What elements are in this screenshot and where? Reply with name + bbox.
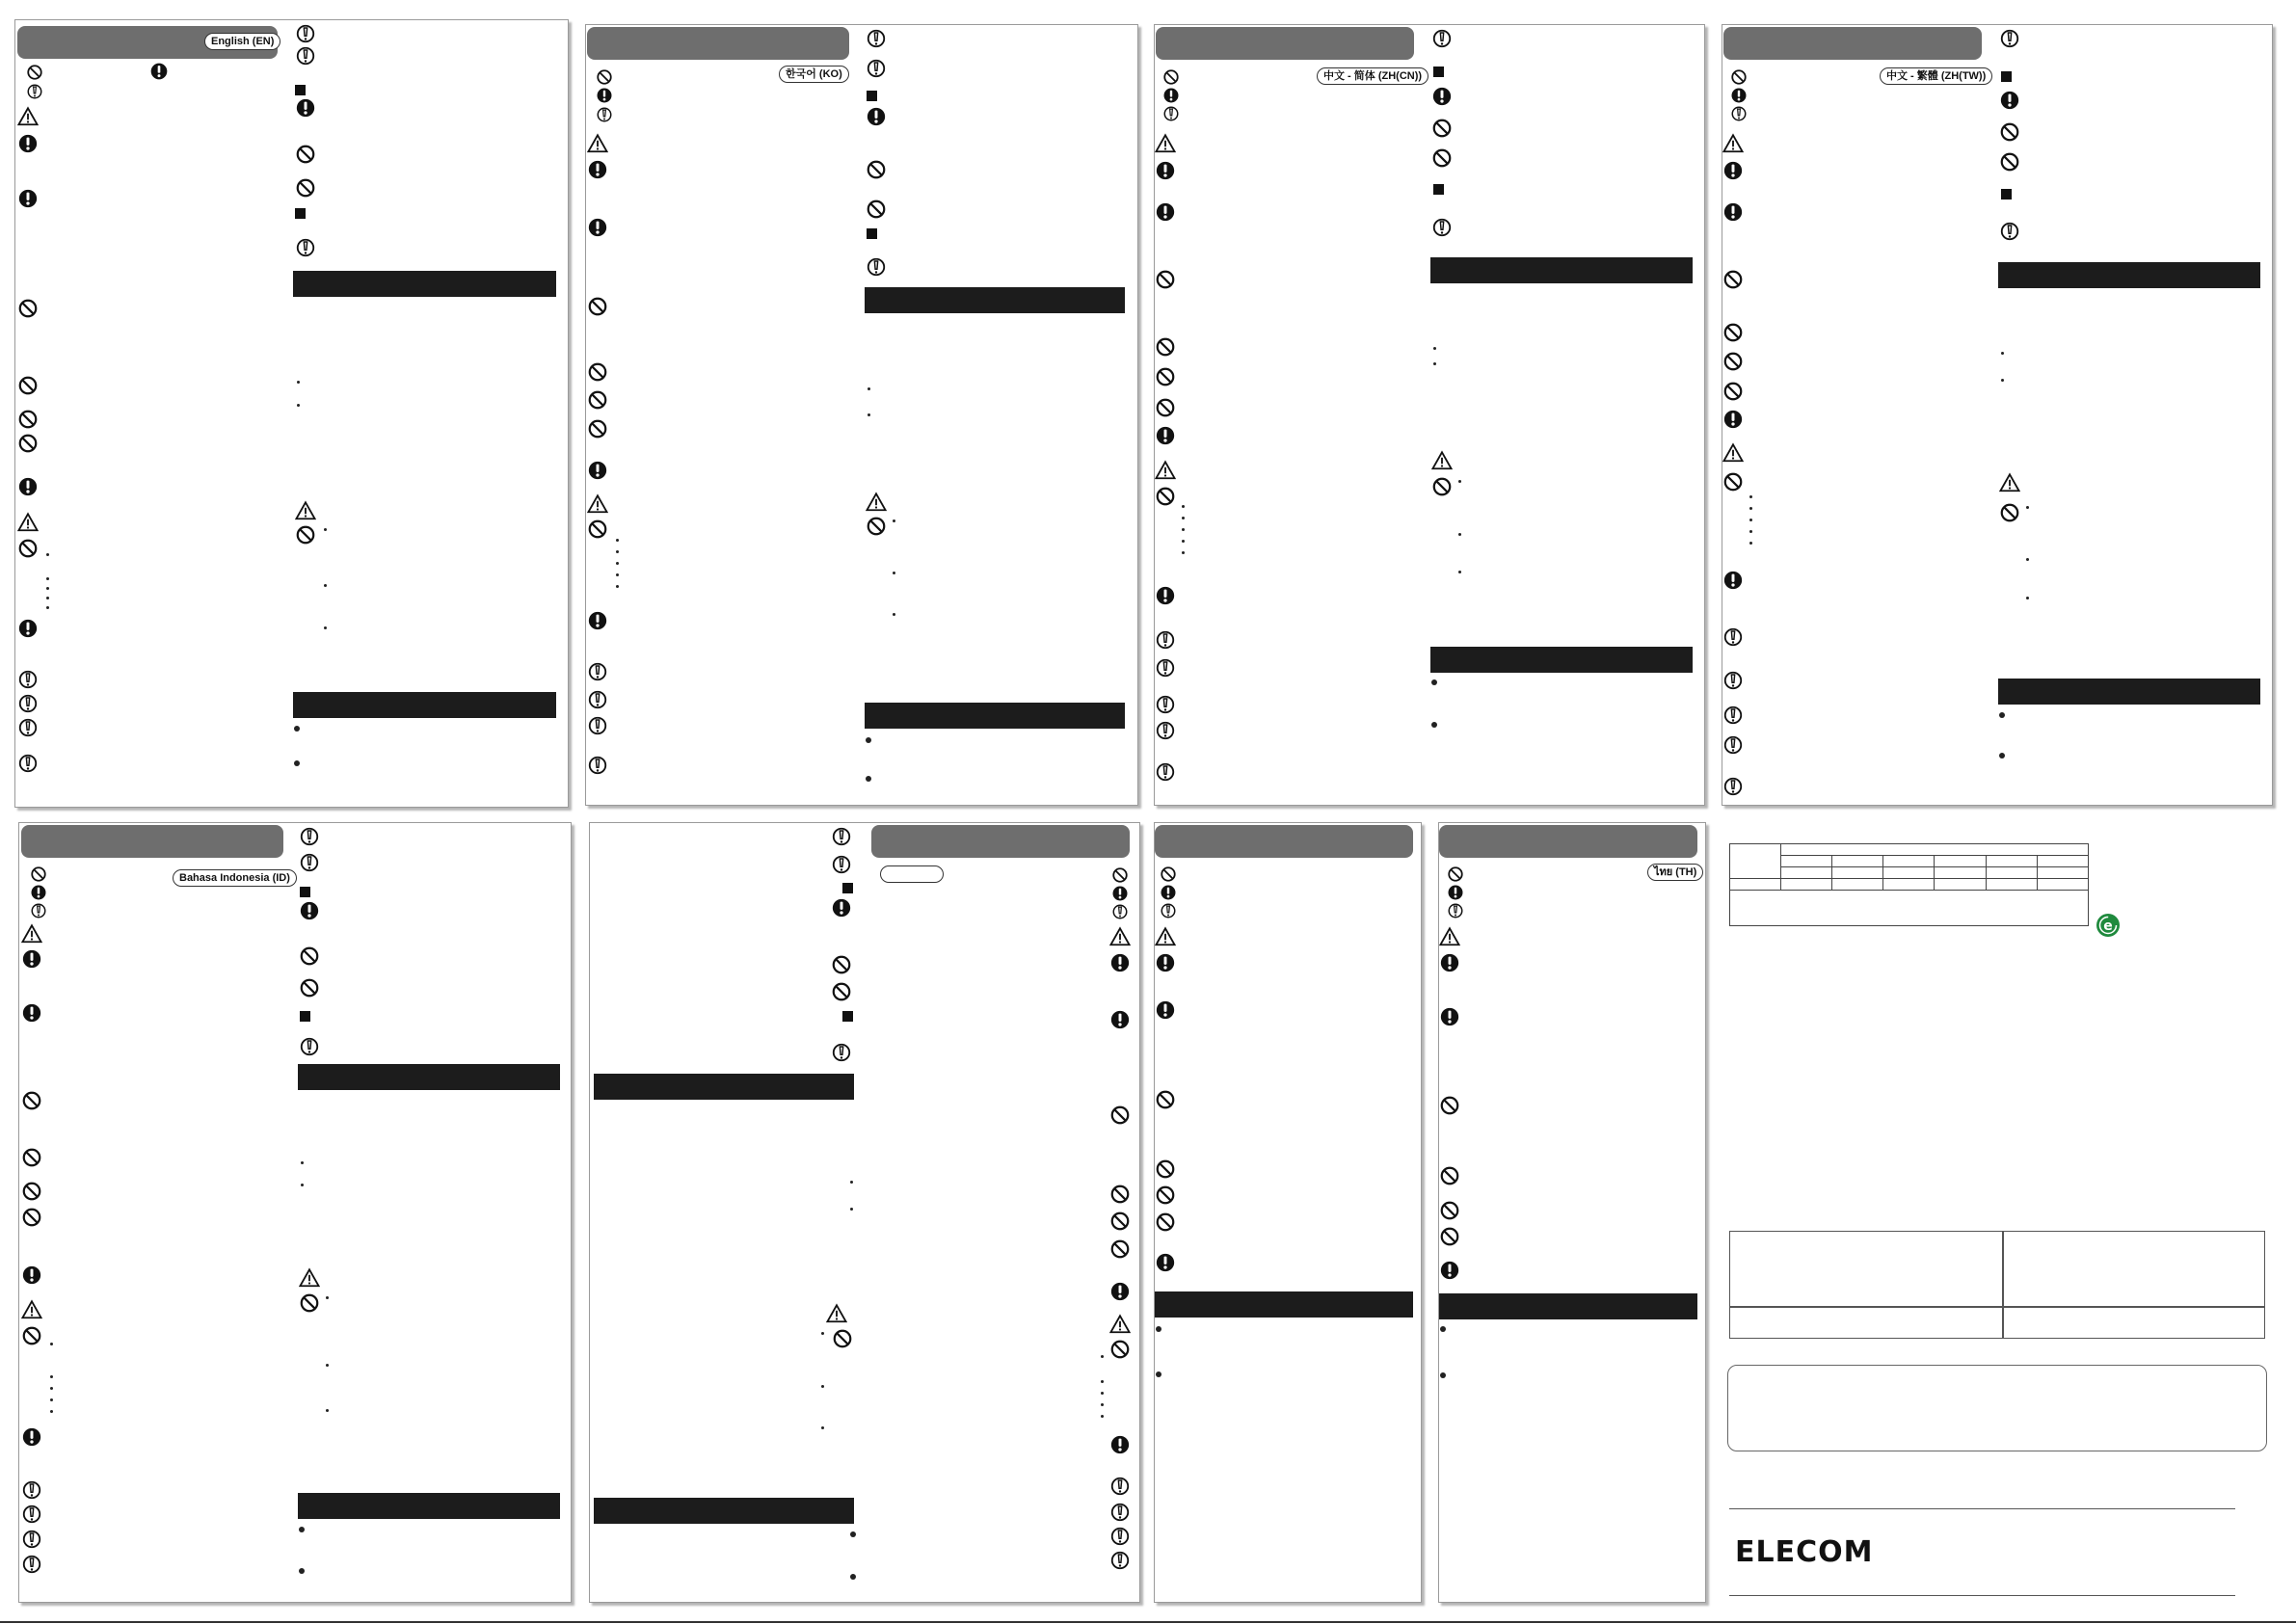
- warning-triangle-icon: [21, 1299, 42, 1320]
- caution-icon: [831, 1042, 852, 1063]
- caution-icon: [1722, 670, 1744, 691]
- section-title-bar: [594, 1498, 854, 1524]
- prohibit-icon: [1155, 1211, 1176, 1233]
- page-bottom-rule: [0, 1621, 2296, 1623]
- mandatory-icon: [1999, 90, 2020, 111]
- prohibit-icon: [866, 516, 887, 537]
- mandatory-icon: [1155, 201, 1176, 223]
- square-bullet: [2001, 189, 2012, 200]
- prohibit-icon: [1109, 1105, 1131, 1126]
- language-label: Bahasa Indonesia (ID): [173, 869, 297, 887]
- caution-icon: [26, 83, 43, 100]
- mandatory-icon: [596, 87, 613, 104]
- section-header-bar: [21, 825, 283, 858]
- mandatory-icon: [17, 476, 39, 497]
- prohibit-icon: [1999, 502, 2020, 523]
- mandatory-icon: [1447, 884, 1464, 901]
- section-header-bar: [871, 825, 1130, 858]
- square-bullet: [867, 91, 877, 101]
- warning-triangle-icon: [1155, 926, 1176, 947]
- mandatory-icon: [1439, 1260, 1460, 1281]
- section-title-bar: [594, 1074, 854, 1100]
- prohibit-icon: [1109, 1238, 1131, 1260]
- prohibit-icon: [1439, 1095, 1460, 1116]
- caution-icon: [17, 717, 39, 738]
- mandatory-icon: [1162, 87, 1180, 104]
- prohibit-icon: [587, 418, 608, 439]
- prohibit-icon: [1999, 121, 2020, 143]
- section-header-bar: [1156, 27, 1414, 60]
- section-title-bar: [865, 703, 1125, 729]
- caution-icon: [1111, 903, 1129, 920]
- caution-icon: [1155, 694, 1176, 715]
- caution-icon: [1999, 221, 2020, 242]
- section-title-bar: [298, 1064, 560, 1090]
- square-bullet: [300, 887, 310, 897]
- mandatory-icon: [1722, 409, 1744, 430]
- mandatory-icon: [587, 217, 608, 238]
- square-bullet: [300, 1011, 310, 1022]
- caution-icon: [1160, 902, 1177, 919]
- notice-box: [1727, 1365, 2267, 1451]
- back-cover: [1725, 822, 2275, 1601]
- caution-icon: [17, 669, 39, 690]
- prohibit-icon: [1431, 118, 1453, 139]
- prohibit-icon: [1111, 866, 1129, 884]
- warning-triangle-icon: [1155, 460, 1176, 481]
- warning-triangle-icon: [299, 1267, 320, 1289]
- warning-triangle-icon: [1155, 133, 1176, 154]
- prohibit-icon: [26, 64, 43, 81]
- caution-icon: [1155, 629, 1176, 651]
- prohibit-icon: [17, 298, 39, 319]
- mandatory-icon: [17, 618, 39, 639]
- mandatory-icon: [17, 133, 39, 154]
- mandatory-icon: [1111, 885, 1129, 902]
- prohibit-icon: [17, 433, 39, 454]
- mandatory-icon: [587, 159, 608, 180]
- square-bullet: [842, 883, 853, 893]
- caution-icon: [21, 1554, 42, 1575]
- manual-page-chinese-traditional: [1722, 24, 2273, 806]
- caution-icon: [587, 755, 608, 776]
- warning-triangle-icon: [1439, 926, 1460, 947]
- caution-icon: [299, 826, 320, 847]
- prohibit-icon: [295, 524, 316, 546]
- prohibit-icon: [17, 409, 39, 430]
- warning-triangle-icon: [21, 923, 42, 945]
- mandatory-icon: [21, 1002, 42, 1024]
- language-label: [880, 865, 944, 883]
- prohibit-icon: [21, 1090, 42, 1111]
- caution-icon: [866, 256, 887, 278]
- prohibit-icon: [1722, 322, 1744, 343]
- eco-mark-letter: e: [2103, 918, 2113, 934]
- prohibit-icon: [21, 1181, 42, 1202]
- prohibit-icon: [295, 177, 316, 199]
- prohibit-icon: [1447, 865, 1464, 883]
- warning-triangle-icon: [1999, 472, 2020, 493]
- elecom-logo: ELECOM: [1735, 1535, 1874, 1569]
- section-title-bar: [1430, 257, 1693, 283]
- mandatory-icon: [866, 106, 887, 127]
- prohibit-icon: [295, 144, 316, 165]
- prohibit-icon: [17, 375, 39, 396]
- square-bullet: [295, 85, 306, 95]
- mandatory-icon: [831, 897, 852, 918]
- section-title-bar: [293, 271, 556, 297]
- specification-table: [1729, 843, 2089, 926]
- prohibit-icon: [1722, 471, 1744, 493]
- square-bullet: [1433, 184, 1444, 195]
- mandatory-icon: [1109, 1281, 1131, 1302]
- warning-triangle-icon: [1722, 442, 1744, 464]
- caution-icon: [21, 1529, 42, 1550]
- mandatory-icon: [21, 1426, 42, 1448]
- mandatory-icon: [1155, 585, 1176, 606]
- prohibit-icon: [1722, 351, 1744, 372]
- caution-icon: [21, 1479, 42, 1501]
- caution-icon: [1155, 720, 1176, 741]
- caution-icon: [1722, 705, 1744, 726]
- mandatory-icon: [1155, 999, 1176, 1021]
- divider-line: [1729, 1508, 2235, 1509]
- prohibit-icon: [1439, 1165, 1460, 1186]
- mandatory-icon: [587, 610, 608, 631]
- manual-page-korean: [585, 24, 1138, 806]
- section-title-bar: [1998, 262, 2260, 288]
- language-label: 한국어 (KO): [779, 66, 849, 83]
- prohibit-icon: [1160, 865, 1177, 883]
- caution-icon: [1730, 105, 1748, 122]
- prohibit-icon: [832, 1328, 853, 1349]
- mandatory-icon: [587, 460, 608, 481]
- prohibit-icon: [587, 389, 608, 411]
- prohibit-icon: [1722, 269, 1744, 290]
- prohibit-icon: [17, 538, 39, 559]
- divider-line: [1729, 1595, 2235, 1596]
- mandatory-icon: [299, 900, 320, 921]
- caution-icon: [1722, 734, 1744, 756]
- section-header-bar: [1439, 825, 1697, 858]
- support-info-box: [1729, 1231, 2265, 1339]
- prohibit-icon: [1155, 269, 1176, 290]
- warning-triangle-icon: [587, 133, 608, 154]
- language-label: 中文 - 繁體 (ZH(TW)): [1880, 67, 1992, 85]
- warning-triangle-icon: [866, 492, 887, 513]
- prohibit-icon: [1431, 147, 1453, 169]
- warning-triangle-icon: [1109, 926, 1131, 947]
- caution-icon: [299, 852, 320, 873]
- caution-icon: [1431, 28, 1453, 49]
- warning-triangle-icon: [17, 512, 39, 533]
- square-bullet: [842, 1011, 853, 1022]
- prohibit-icon: [1439, 1200, 1460, 1221]
- warning-triangle-icon: [295, 500, 316, 521]
- mandatory-icon: [17, 188, 39, 209]
- prohibit-icon: [1155, 336, 1176, 358]
- prohibit-icon: [21, 1325, 42, 1346]
- mandatory-icon: [1155, 952, 1176, 973]
- mandatory-icon: [21, 1265, 42, 1286]
- caution-icon: [1155, 657, 1176, 679]
- mandatory-icon: [1109, 1009, 1131, 1030]
- prohibit-icon: [1730, 68, 1748, 86]
- caution-icon: [17, 693, 39, 714]
- prohibit-icon: [1999, 151, 2020, 173]
- caution-icon: [866, 58, 887, 79]
- manual-page-indonesian: [18, 822, 572, 1603]
- prohibit-icon: [1155, 1089, 1176, 1110]
- prohibit-icon: [587, 519, 608, 540]
- caution-icon: [1447, 902, 1464, 919]
- section-header-bar: [587, 27, 849, 60]
- caution-icon: [1431, 217, 1453, 238]
- section-title-bar: [1430, 647, 1693, 673]
- caution-icon: [17, 753, 39, 774]
- caution-icon: [299, 1036, 320, 1057]
- mandatory-icon: [1155, 1252, 1176, 1273]
- square-bullet: [1433, 67, 1444, 77]
- caution-icon: [866, 28, 887, 49]
- eco-mark-icon: [2095, 912, 2122, 939]
- prohibit-icon: [831, 954, 852, 975]
- prohibit-icon: [1162, 68, 1180, 86]
- warning-triangle-icon: [826, 1303, 847, 1324]
- warning-triangle-icon: [17, 106, 39, 127]
- prohibit-icon: [21, 1207, 42, 1228]
- caution-icon: [596, 106, 613, 123]
- prohibit-icon: [1109, 1339, 1131, 1360]
- section-title-bar: [865, 287, 1125, 313]
- prohibit-icon: [1155, 1185, 1176, 1206]
- prohibit-icon: [21, 1147, 42, 1168]
- mandatory-icon: [1439, 1006, 1460, 1027]
- language-label: ไทย (TH): [1647, 864, 1703, 881]
- mandatory-icon: [1155, 160, 1176, 181]
- section-title-bar: [293, 692, 556, 718]
- prohibit-icon: [299, 945, 320, 967]
- prohibit-icon: [1109, 1211, 1131, 1232]
- prohibit-icon: [1155, 366, 1176, 387]
- caution-icon: [295, 237, 316, 258]
- prohibit-icon: [596, 68, 613, 86]
- mandatory-icon: [149, 62, 169, 81]
- caution-icon: [1109, 1550, 1131, 1571]
- prohibit-icon: [30, 865, 47, 883]
- mandatory-icon: [1722, 201, 1744, 223]
- caution-icon: [1162, 105, 1180, 122]
- prohibit-icon: [866, 159, 887, 180]
- section-title-bar: [1155, 1291, 1413, 1318]
- language-label: 中文 - 简体 (ZH(CN)): [1317, 67, 1428, 85]
- caution-icon: [1722, 776, 1744, 797]
- caution-icon: [1155, 761, 1176, 783]
- warning-triangle-icon: [1431, 450, 1453, 471]
- prohibit-icon: [587, 296, 608, 317]
- manual-page-english: [14, 19, 569, 808]
- warning-triangle-icon: [1109, 1314, 1131, 1335]
- prohibit-icon: [866, 199, 887, 220]
- prohibit-icon: [831, 981, 852, 1002]
- mandatory-icon: [21, 948, 42, 970]
- caution-icon: [587, 661, 608, 682]
- prohibit-icon: [299, 977, 320, 998]
- square-bullet: [867, 228, 877, 239]
- prohibit-icon: [1155, 397, 1176, 418]
- prohibit-icon: [1109, 1184, 1131, 1205]
- caution-icon: [1109, 1502, 1131, 1523]
- mandatory-icon: [1431, 86, 1453, 107]
- caution-icon: [1109, 1476, 1131, 1497]
- caution-icon: [831, 826, 852, 847]
- manual-page-unlabeled: [1154, 822, 1422, 1603]
- manual-page-thai: [1438, 822, 1706, 1603]
- caution-icon: [1999, 28, 2020, 49]
- prohibit-icon: [1439, 1226, 1460, 1247]
- prohibit-icon: [1155, 486, 1176, 507]
- warning-triangle-icon: [587, 493, 608, 515]
- mandatory-icon: [295, 97, 316, 119]
- mandatory-icon: [1109, 1434, 1131, 1455]
- warning-triangle-icon: [1722, 133, 1744, 154]
- prohibit-icon: [1431, 476, 1453, 497]
- caution-icon: [295, 45, 316, 67]
- mandatory-icon: [1730, 87, 1748, 104]
- caution-icon: [1109, 1526, 1131, 1547]
- mandatory-icon: [30, 884, 47, 901]
- mandatory-icon: [1439, 952, 1460, 973]
- square-bullet: [2001, 71, 2012, 82]
- caution-icon: [587, 689, 608, 710]
- prohibit-icon: [1722, 381, 1744, 402]
- mandatory-icon: [1155, 425, 1176, 446]
- language-label: English (EN): [204, 33, 280, 50]
- mandatory-icon: [1722, 570, 1744, 591]
- section-header-bar: [1155, 825, 1413, 858]
- mandatory-icon: [1109, 952, 1131, 973]
- section-title-bar: [1439, 1293, 1697, 1319]
- mandatory-icon: [1722, 160, 1744, 181]
- caution-icon: [1722, 626, 1744, 648]
- prohibit-icon: [299, 1292, 320, 1314]
- manual-page-rtl: [589, 822, 1140, 1603]
- prohibit-icon: [587, 361, 608, 383]
- caution-icon: [21, 1504, 42, 1525]
- caution-icon: [587, 715, 608, 736]
- manual-page-chinese-simplified: [1154, 24, 1705, 806]
- section-title-bar: [298, 1493, 560, 1519]
- square-bullet: [295, 208, 306, 219]
- caution-icon: [295, 23, 316, 44]
- section-header-bar: [1723, 27, 1982, 60]
- caution-icon: [30, 902, 47, 919]
- prohibit-icon: [1155, 1158, 1176, 1180]
- section-title-bar: [1998, 679, 2260, 705]
- mandatory-icon: [1160, 884, 1177, 901]
- caution-icon: [831, 854, 852, 875]
